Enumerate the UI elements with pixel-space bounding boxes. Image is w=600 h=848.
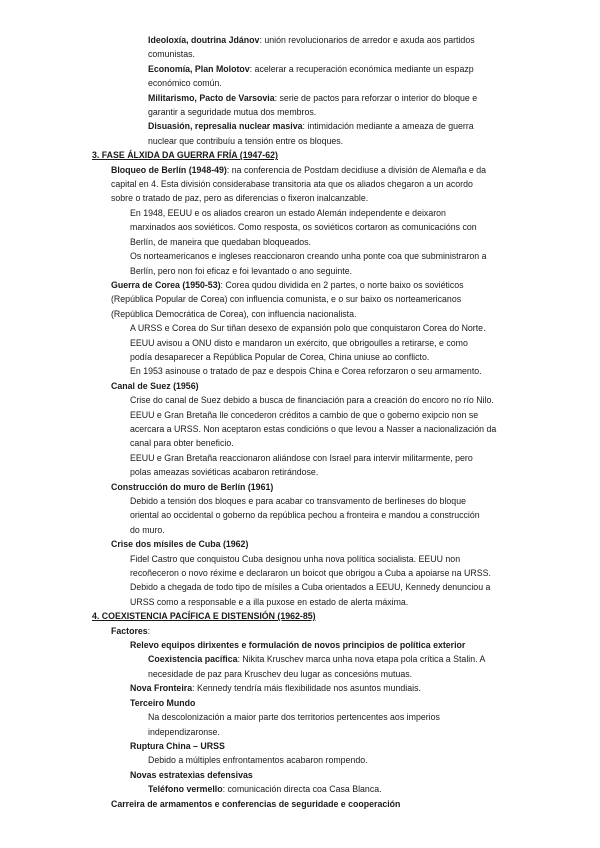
text-line [0, 681, 600, 695]
text-line [0, 451, 600, 465]
text-line [0, 595, 600, 609]
text-line [0, 768, 600, 782]
text-run: polas ameazas soviéticas acabaron retirándose. [130, 467, 319, 478]
text-line [0, 710, 600, 724]
text-run: garantir a seguridade mutua dos membros. [148, 107, 317, 118]
text-run: independizaronse. [148, 726, 220, 737]
text-line [0, 638, 600, 652]
text-run: acercara a URSS. Non aceptaron estas condicións o que levou a Nasser a nacionalización da [130, 423, 497, 434]
text-run: Crise do canal de Suez debido a busca de financiación para a creación do encoro no río Nilo. [130, 395, 494, 406]
text-run: : Nikita Kruschev marca unha nova etapa pola crítica a Stalin. A [237, 654, 486, 665]
text-line [0, 336, 600, 350]
text-line [0, 62, 600, 76]
bold-term: Terceiro Mundo [130, 697, 196, 708]
text-run: : intimidación mediante a ameaza de guerra [302, 121, 474, 132]
text-run: : unión revolucionarios de arredor e axuda aos partidos [259, 35, 475, 45]
text-line [0, 652, 600, 666]
text-line [0, 537, 600, 551]
text-line [0, 350, 600, 364]
text-run: capital en 4. Esta división considerabase transitoria ata que os aliados chegaron a un acordo [111, 179, 473, 190]
text-line [0, 163, 600, 177]
bold-term: Militarismo, Pacto de Varsovia [148, 92, 275, 103]
document-body [0, 33, 600, 811]
bold-term: Crise dos mísiles de Cuba (1962) [111, 539, 249, 550]
text-run: : serie de pactos para reforzar o interior do bloque e [274, 92, 478, 103]
text-run: : na conferencia de Postdam decidiuse a división de Alemaña e da [226, 164, 487, 175]
text-run: Na descolonización a maior parte dos territorios pertencentes aos imperios [148, 712, 440, 723]
text-run: oriental ao occidental o goberno da república pechou a fronteira e mandou a construcción [130, 510, 480, 521]
text-line [0, 191, 600, 205]
text-line [0, 321, 600, 335]
text-run: EEUU e Gran Bretaña reaccionaron aliándose con Israel para intervir militarmente, pero [130, 452, 473, 463]
text-line [0, 177, 600, 191]
bold-term: Novas estratexias defensivas [130, 769, 253, 780]
text-line [0, 739, 600, 753]
text-line [0, 696, 600, 710]
text-run: En 1953 asinouse o tratado de paz e despois China e Corea reforzaron o seu armamento. [130, 366, 482, 377]
text-run: do muro. [130, 524, 165, 535]
bold-term: Ruptura China – URSS [130, 740, 225, 751]
text-run: sobre o tratado de paz, pero as diferencias o fixeron inalcanzable. [111, 193, 369, 204]
text-run: (República Democrática de Corea), con influencia nacionalista. [111, 308, 357, 319]
text-line [0, 379, 600, 393]
text-run: : comunicación directa coa Casa Blanca. [222, 784, 382, 795]
bold-term: 3. FASE ÁLXIDA DA GUERRA FRÍA (1947-62) [92, 150, 278, 161]
text-run: EEUU e Gran Bretaña lle concederon créditos a cambio de que o goberno exipcio non se [130, 409, 479, 420]
text-run: necesidade de paz para Kruschev deu lugar as concesións mutuas. [148, 668, 413, 679]
text-line [0, 408, 600, 422]
text-line [0, 47, 600, 61]
text-run: comunistas. [148, 49, 195, 60]
text-line [0, 523, 600, 537]
text-run: EEUU avisou a ONU disto e mandaron un exército, que obrigoulles a retirarse, e como [130, 337, 468, 348]
text-run: Berlín, de maneira que quedaban bloqueados. [130, 236, 311, 247]
text-line [0, 624, 600, 638]
text-line [0, 33, 600, 47]
text-line [0, 436, 600, 450]
text-run: recoñeceron o novo réxime e declararon un boicot que obrigou a Cuba a apoiarse na URSS. [130, 568, 491, 579]
section-heading [0, 148, 600, 162]
bold-term: 4. COEXISTENCIA PACÍFICA E DISTENSIÓN (1962-85) [92, 611, 316, 622]
text-run: (República Popular de Corea) con influencia comunista, e o sur baixo os norteamericanos [111, 294, 462, 305]
text-line [0, 105, 600, 119]
bold-term: Economía, Plan Molotov [148, 63, 250, 74]
text-run: Fidel Castro que conquistou Cuba designou unha nova política socialista. EEUU non [130, 553, 461, 564]
text-run: Debido a tensión dos bloques e para acabar co transvamento de berlineses do bloque [130, 496, 466, 506]
bold-term: Coexistencia pacífica [148, 654, 238, 665]
text-line [0, 753, 600, 767]
text-run: Berlín, pero non foi eficaz e foi levantado o ano seguinte. [130, 265, 353, 276]
text-line [0, 480, 600, 494]
bold-term: Ideoloxía, doutrina Jdánov [148, 35, 260, 45]
text-line [0, 91, 600, 105]
text-line [0, 249, 600, 263]
text-line [0, 220, 600, 234]
text-run: URSS como a responsable e a illa puxose en estado de alerta máxima. [130, 596, 409, 607]
text-run: A URSS e Corea do Sur tiñan desexo de expansión polo que conquistaron Corea do Norte. [130, 323, 486, 334]
text-line [0, 508, 600, 522]
bold-term: Nova Fronteira [130, 683, 193, 694]
bold-term: Bloqueo de Berlín (1948-49) [111, 164, 227, 175]
bold-term: Disuasión, represalia nuclear masiva [148, 121, 303, 132]
text-line [0, 264, 600, 278]
text-run: : Corea qudou dividida en 2 partes, o norte baixo os soviéticos [220, 279, 464, 290]
bold-term: Factores [111, 625, 148, 636]
text-run: canal para obter beneficio. [130, 438, 234, 449]
text-line [0, 364, 600, 378]
text-run: Debido a chegada de todo tipo de mísiles a Cuba orientados a EEUU, Kennedy denunciou a [130, 582, 491, 593]
bold-term: Guerra de Corea (1950-53) [111, 279, 221, 290]
bold-term: Canal de Suez (1956) [111, 380, 199, 391]
text-run: podía desaparecer a República Popular de Corea, China uniuse ao conflicto. [130, 351, 430, 362]
text-line [0, 393, 600, 407]
text-line [0, 76, 600, 90]
text-line [0, 465, 600, 479]
text-line [0, 797, 600, 811]
text-run: : [147, 625, 151, 636]
text-run: nuclear que contribuíu a tensión entre os bloques. [148, 135, 344, 146]
bold-term: Teléfono vermello [148, 784, 223, 795]
bold-term: Construcción do muro de Berlín (1961) [111, 481, 274, 492]
bold-term: Carreira de armamentos e conferencias de seguridade e cooperación [111, 798, 401, 809]
text-line [0, 494, 600, 508]
text-line [0, 552, 600, 566]
bold-term: Relevo equipos dirixentes e formulación de novos principios de política exterior [130, 640, 466, 651]
text-line [0, 566, 600, 580]
text-run: : Kennedy tendría máis flexibilidade nos asuntos mundiais. [192, 683, 421, 694]
text-run: Os norteamericanos e ingleses reaccionaron creando unha ponte coa que subministraron a [130, 251, 487, 262]
text-line [0, 725, 600, 739]
text-run: marxinados aos soviéticos. Como resposta, os soviéticos cortaron as comunicacións con [130, 222, 477, 233]
text-line [0, 782, 600, 796]
text-run: Debido a múltiples enfrontamentos acabaron rompendo. [148, 755, 368, 766]
text-line [0, 667, 600, 681]
text-line [0, 580, 600, 594]
text-run: económico común. [148, 78, 222, 89]
text-line [0, 206, 600, 220]
text-line [0, 134, 600, 148]
section-heading [0, 609, 600, 623]
text-line [0, 119, 600, 133]
text-line [0, 235, 600, 249]
text-line [0, 422, 600, 436]
text-line [0, 307, 600, 321]
text-run: En 1948, EEUU e os aliados crearon un estado Alemán independente e deixaron [130, 207, 446, 218]
text-run: : acelerar a recuperación económica mediante un espazp [249, 63, 474, 74]
text-line [0, 292, 600, 306]
text-line [0, 278, 600, 292]
